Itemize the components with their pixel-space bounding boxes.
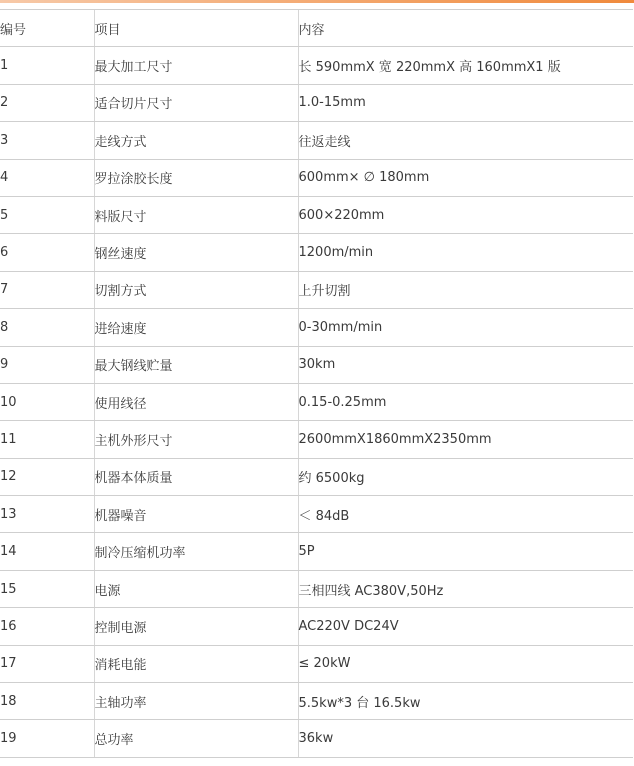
- table-row: [0, 683, 633, 720]
- row-content: ≤ 20kW: [298, 645, 633, 682]
- table-row: [0, 421, 633, 458]
- row-item: 机器本体质量: [94, 458, 298, 495]
- row-number: 7: [0, 271, 94, 308]
- row-content: 往返走线: [298, 122, 633, 159]
- row-item: 使用线径: [94, 383, 298, 420]
- row-item: 机器噪音: [94, 496, 298, 533]
- row-number: 13: [0, 496, 94, 533]
- row-content: 1200m/min: [298, 234, 633, 271]
- table-row: [0, 458, 633, 495]
- row-number: 3: [0, 122, 94, 159]
- table-row: [0, 533, 633, 570]
- table-row: [0, 346, 633, 383]
- row-number: 19: [0, 720, 94, 757]
- row-number: 5: [0, 196, 94, 233]
- row-content: AC220V DC24V: [298, 608, 633, 645]
- row-number: 1: [0, 47, 94, 84]
- row-number: 17: [0, 645, 94, 682]
- row-content: 上升切割: [298, 271, 633, 308]
- table-row: [0, 383, 633, 420]
- row-number: 14: [0, 533, 94, 570]
- table-row: [0, 720, 633, 757]
- row-number: 10: [0, 383, 94, 420]
- row-item: 适合切片尺寸: [94, 84, 298, 121]
- row-item: 控制电源: [94, 608, 298, 645]
- spec-table: [0, 9, 633, 758]
- row-content: 0-30mm/min: [298, 309, 633, 346]
- row-content: 三相四线 AC380V,50Hz: [298, 570, 633, 607]
- row-number: 11: [0, 421, 94, 458]
- row-number: 12: [0, 458, 94, 495]
- row-content: ＜ 84dB: [298, 496, 633, 533]
- row-item: 主轴功率: [94, 683, 298, 720]
- table-row: [0, 159, 633, 196]
- table-body: [0, 47, 633, 757]
- table-row: [0, 496, 633, 533]
- table-row: [0, 309, 633, 346]
- table-row: [0, 570, 633, 607]
- row-number: 8: [0, 309, 94, 346]
- row-item: 制冷压缩机功率: [94, 533, 298, 570]
- row-content: 600mm× ∅ 180mm: [298, 159, 633, 196]
- row-content: 30km: [298, 346, 633, 383]
- header-number: 编号: [0, 10, 94, 47]
- row-item: 走线方式: [94, 122, 298, 159]
- accent-top-line: [0, 0, 634, 3]
- row-content: 长 590mmX 宽 220mmX 高 160mmX1 版: [298, 47, 633, 84]
- row-content: 约 6500kg: [298, 458, 633, 495]
- table-row: [0, 47, 633, 84]
- row-content: 36kw: [298, 720, 633, 757]
- row-item: 料版尺寸: [94, 196, 298, 233]
- table-row: [0, 196, 633, 233]
- row-item: 最大钢线贮量: [94, 346, 298, 383]
- row-content: 5P: [298, 533, 633, 570]
- row-number: 6: [0, 234, 94, 271]
- row-content: 5.5kw*3 台 16.5kw: [298, 683, 633, 720]
- table-header: [0, 10, 633, 47]
- header-row: [0, 10, 633, 47]
- table-row: [0, 608, 633, 645]
- header-content: 内容: [298, 10, 633, 47]
- row-content: 1.0-15mm: [298, 84, 633, 121]
- row-content: 0.15-0.25mm: [298, 383, 633, 420]
- table-row: [0, 234, 633, 271]
- row-number: 4: [0, 159, 94, 196]
- table-row: [0, 271, 633, 308]
- row-item: 钢丝速度: [94, 234, 298, 271]
- row-item: 消耗电能: [94, 645, 298, 682]
- row-item: 切割方式: [94, 271, 298, 308]
- row-number: 15: [0, 570, 94, 607]
- row-content: 600×220mm: [298, 196, 633, 233]
- row-item: 进给速度: [94, 309, 298, 346]
- row-number: 18: [0, 683, 94, 720]
- row-item: 总功率: [94, 720, 298, 757]
- row-item: 最大加工尺寸: [94, 47, 298, 84]
- row-number: 16: [0, 608, 94, 645]
- table-row: [0, 84, 633, 121]
- row-item: 罗拉涂胶长度: [94, 159, 298, 196]
- row-item: 主机外形尺寸: [94, 421, 298, 458]
- table-row: [0, 645, 633, 682]
- row-number: 2: [0, 84, 94, 121]
- row-number: 9: [0, 346, 94, 383]
- row-item: 电源: [94, 570, 298, 607]
- row-content: 2600mmX1860mmX2350mm: [298, 421, 633, 458]
- table-row: [0, 122, 633, 159]
- header-item: 项目: [94, 10, 298, 47]
